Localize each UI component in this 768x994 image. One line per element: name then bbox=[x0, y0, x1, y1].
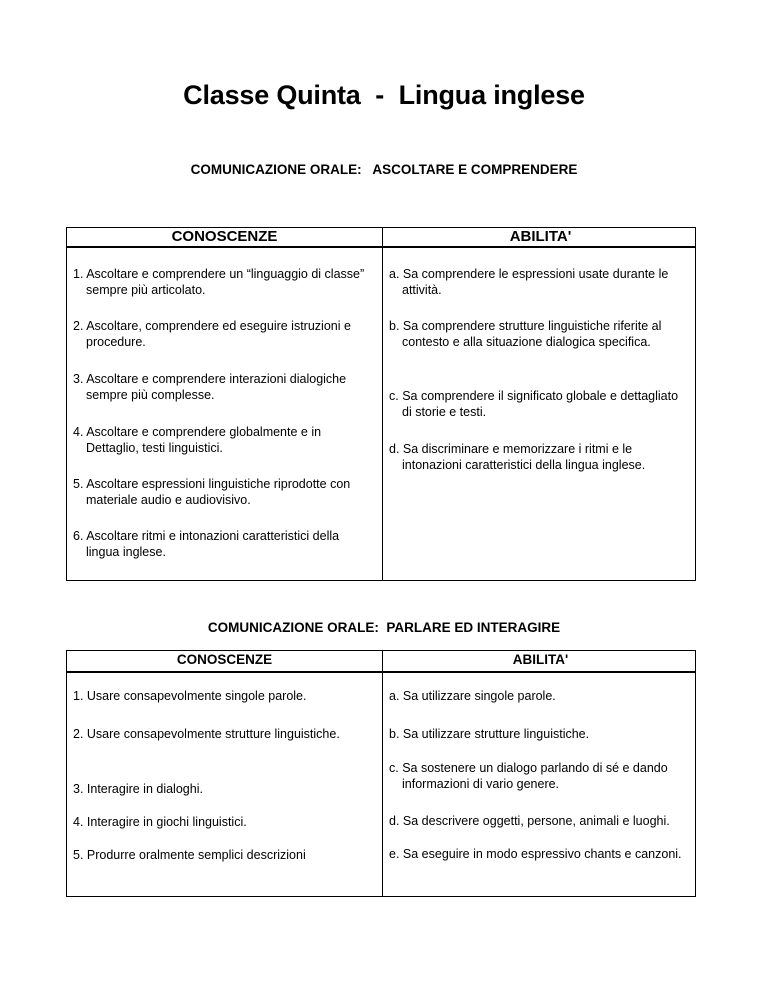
conoscenza-item: 2. Ascoltare, comprendere ed eseguire istruzioni e procedure. bbox=[73, 319, 351, 349]
conoscenza-item: 3. Interagire in dialoghi. bbox=[73, 782, 203, 796]
conoscenza-item: 1. Ascoltare e comprendere un “linguaggio di classe” sempre più articolato. bbox=[73, 267, 365, 297]
header-conoscenze: CONOSCENZE bbox=[171, 228, 278, 245]
conoscenza-item: 5. Ascoltare espressioni linguistiche riprodotte con materiale audio e audiovisivo. bbox=[73, 477, 351, 507]
abilita-item: b. Sa comprendere strutture linguistiche riferite al contesto e alla situazione dialogica specifica. bbox=[389, 319, 662, 349]
abilita-item: c. Sa comprendere il significato globale e dettagliato di storie e testi. bbox=[389, 389, 679, 419]
section-heading-ascoltare: COMUNICAZIONE ORALE: ASCOLTARE E COMPRENDERE bbox=[190, 162, 578, 177]
header-abilita: ABILITA' bbox=[512, 652, 569, 667]
abilita-item: c. Sa sostenere un dialogo parlando di sé e dando informazioni di vario genere. bbox=[389, 761, 668, 791]
conoscenza-item: 5. Produrre oralmente semplici descrizioni bbox=[73, 848, 306, 862]
conoscenza-item: 2. Usare consapevolmente strutture linguistiche. bbox=[73, 727, 340, 741]
conoscenza-item: 4. Interagire in giochi linguistici. bbox=[73, 815, 247, 829]
conoscenza-item: 4. Ascoltare e comprendere globalmente e in Dettaglio, testi linguistici. bbox=[73, 425, 322, 455]
abilita-item: b. Sa utilizzare strutture linguistiche. bbox=[389, 727, 590, 741]
conoscenza-item: 1. Usare consapevolmente singole parole. bbox=[73, 689, 307, 703]
abilita-item: e. Sa eseguire in modo espressivo chants e canzoni. bbox=[389, 847, 682, 861]
abilita-item: d. Sa descrivere oggetti, persone, animali e luoghi. bbox=[389, 814, 670, 828]
header-conoscenze: CONOSCENZE bbox=[176, 652, 273, 667]
abilita-item: a. Sa comprendere le espressioni usate durante le attività. bbox=[389, 267, 669, 297]
abilita-item: a. Sa utilizzare singole parole. bbox=[389, 689, 556, 703]
page-title: Classe Quinta - Lingua inglese bbox=[183, 80, 585, 110]
column-divider bbox=[382, 228, 383, 580]
conoscenza-item: 6. Ascoltare ritmi e intonazioni caratteristici della lingua inglese. bbox=[73, 529, 340, 559]
table-ascoltare-comprendere bbox=[66, 227, 696, 581]
abilita-item: d. Sa discriminare e memorizzare i ritmi e le intonazioni caratteristici della lingua inglese. bbox=[389, 442, 646, 472]
section-heading-parlare: COMUNICAZIONE ORALE: PARLARE ED INTERAGIRE bbox=[207, 620, 561, 635]
header-abilita: ABILITA' bbox=[509, 228, 572, 245]
table-parlare-interagire bbox=[66, 650, 696, 897]
conoscenza-item: 3. Ascoltare e comprendere interazioni dialogiche sempre più complesse. bbox=[73, 372, 347, 402]
column-divider bbox=[382, 651, 383, 896]
